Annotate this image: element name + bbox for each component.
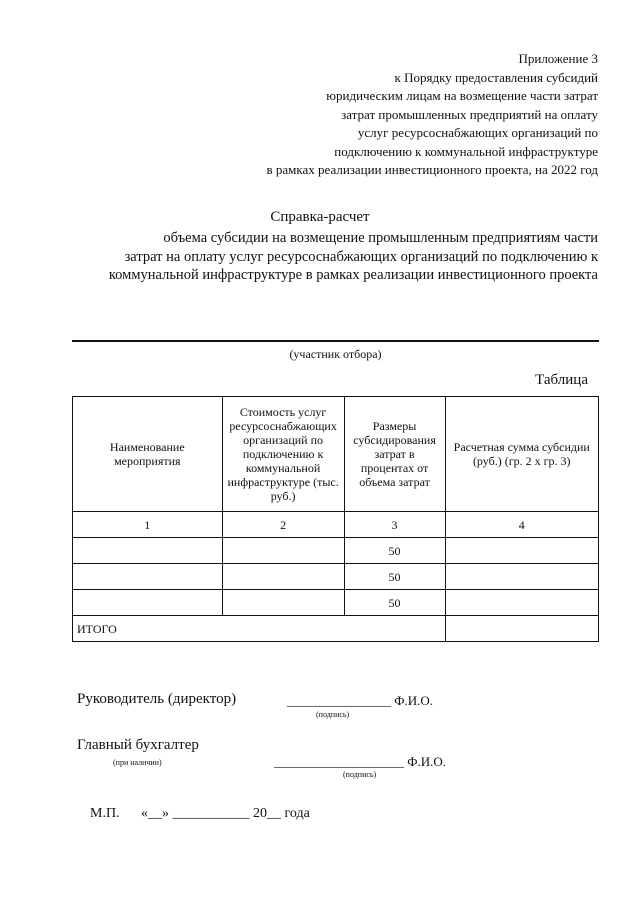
appendix-line: к Порядку предоставления субсидий (394, 69, 598, 85)
appendix-line: услуг ресурсоснабжающих организаций по (357, 125, 598, 140)
total-value (445, 616, 598, 642)
header-cell-percent: Размеры субсидирования затрат в процентах от объема затрат (344, 397, 445, 512)
date-line: «__» ___________ 20__ года (141, 806, 310, 821)
subtitle-line: затрат на оплату услуг ресурсоснабжающих организаций по подключению к (124, 248, 598, 265)
table-cell: 50 (344, 590, 445, 616)
total-label: ИТОГО (73, 616, 446, 642)
participant-caption: (участник отбора) (289, 347, 382, 361)
accountant-signature-line: ____________________ Ф.И.О. (274, 754, 447, 769)
table-cell (222, 590, 344, 616)
appendix-line: в рамках реализации инвестиционного проекта, на 2022 год (266, 162, 598, 177)
subsidy-table (72, 396, 599, 642)
table-cell (222, 564, 344, 590)
director-signature-hint: (подпись) (316, 710, 350, 719)
accountant-label: Главный бухгалтер (77, 737, 199, 753)
total-row (73, 616, 599, 642)
document-subtitle (38, 229, 598, 285)
column-number: 4 (445, 512, 598, 538)
column-number: 1 (73, 512, 223, 538)
column-number: 3 (344, 512, 445, 538)
stamp-mark: М.П. (90, 806, 120, 821)
header-cell-name: Наименование мероприятия (73, 397, 223, 512)
table-cell (445, 538, 598, 564)
appendix-block (178, 50, 598, 180)
table-cell (73, 590, 223, 616)
table-cell: 50 (344, 564, 445, 590)
document-title: Справка-расчет (270, 209, 370, 225)
table-row (73, 538, 599, 564)
table-header-row (73, 397, 599, 512)
table-row (73, 590, 599, 616)
table-cell (445, 564, 598, 590)
accountant-signature-hint: (подпись) (343, 770, 377, 779)
header-cell-sum: Расчетная сумма субсидии (руб.) (гр. 2 х гр. 3) (445, 397, 598, 512)
table-cell (222, 538, 344, 564)
table-cell (73, 564, 223, 590)
table-cell: 50 (344, 538, 445, 564)
accountant-note: (при наличии) (113, 758, 162, 767)
table-cell (445, 590, 598, 616)
subtitle-line: коммунальной инфраструктуре в рамках реализации инвестиционного проекта (108, 267, 598, 283)
participant-line (72, 340, 599, 342)
table-row (73, 564, 599, 590)
appendix-line: Приложение 3 (518, 51, 598, 66)
appendix-line: подключению к коммунальной инфраструктуре (334, 143, 598, 159)
subtitle-line: объема субсидии на возмещение промышленным предприятиям части (163, 230, 598, 246)
appendix-line: юридическим лицам на возмещение части затрат (326, 88, 598, 103)
table-label: Таблица (535, 372, 588, 388)
table-cell (73, 538, 223, 564)
header-cell-cost: Стоимость услуг ресурсоснабжающих организаций по подключению к коммунальной инфраструктуре (тыс. руб.) (222, 397, 344, 512)
director-signature-line: ________________ Ф.И.О. (287, 693, 434, 708)
director-label: Руководитель (директор) (77, 691, 237, 707)
appendix-line: затрат промышленных предприятий на оплату (341, 106, 598, 122)
column-number: 2 (222, 512, 344, 538)
column-number-row (73, 512, 599, 538)
